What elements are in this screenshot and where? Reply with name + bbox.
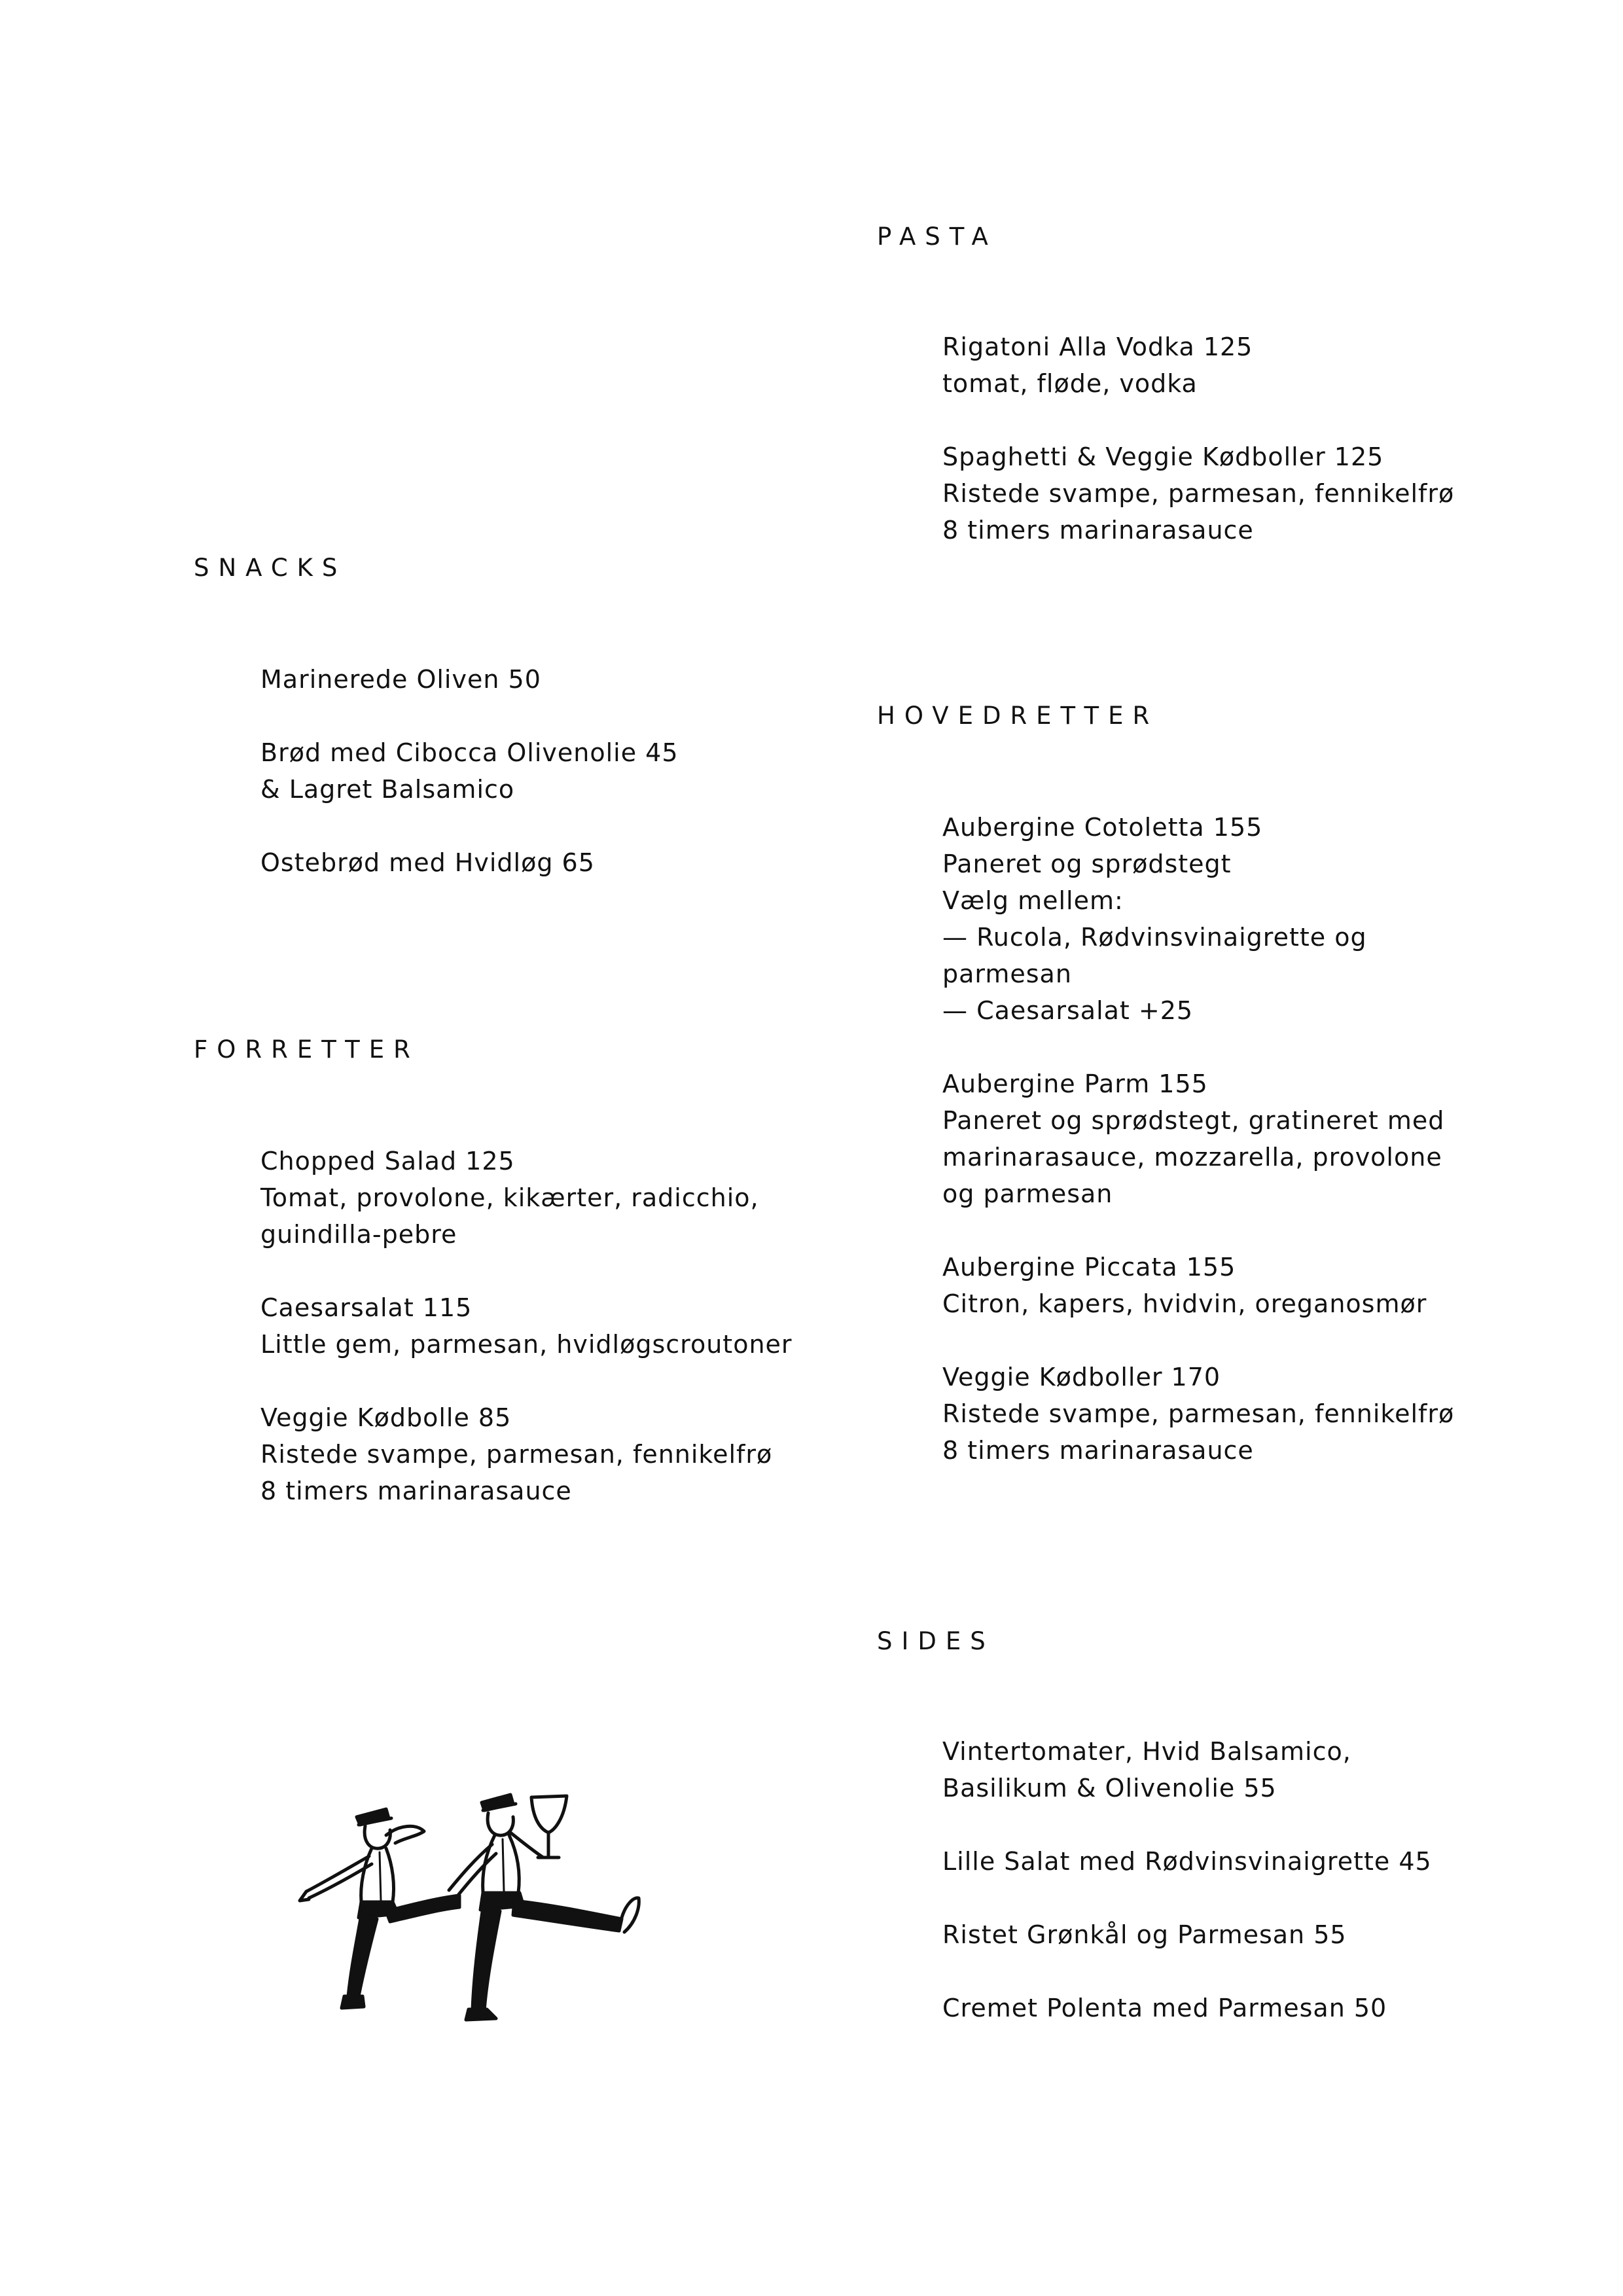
menu-item-description: og parmesan: [942, 1179, 1113, 1208]
menu-item-description: Tomat, provolone, kikærter, radicchio,: [260, 1183, 759, 1212]
menu-item-name: Veggie Kødboller 170: [942, 1363, 1221, 1391]
dancing-waiters-illustration: [288, 1780, 668, 2068]
menu-item-description: Paneret og sprødstegt: [942, 850, 1232, 878]
menu-item-name: Ristet Grønkål og Parmesan 55: [942, 1920, 1347, 1949]
menu-item-description: Citron, kapers, hvidvin, oreganosmør: [942, 1289, 1427, 1318]
menu-item: [260, 1289, 793, 1363]
menu-item-description: Ristede svampe, parmesan, fennikelfrø: [942, 1399, 1455, 1428]
menu-item: [260, 844, 679, 881]
menu-item-description: Little gem, parmesan, hvidløgscroutoner: [260, 1330, 793, 1359]
menu-item-name: Veggie Kødbolle 85: [260, 1403, 512, 1432]
menu-item: [942, 1066, 1454, 1212]
menu-item-name: Marinerede Oliven 50: [260, 665, 541, 694]
menu-item-description: — Rucola, Rødvinsvinaigrette og: [942, 923, 1367, 952]
menu-item-description: Ristede svampe, parmesan, fennikelfrø: [942, 479, 1455, 508]
menu-item: [942, 1990, 1432, 2026]
menu-item-description: 8 timers marinarasauce: [942, 516, 1254, 545]
menu-item-description: & Lagret Balsamico: [260, 775, 515, 804]
menu-list-sides: [942, 1733, 1432, 2026]
menu-item: [942, 1359, 1454, 1469]
menu-item-description: Ristede svampe, parmesan, fennikelfrø: [260, 1440, 773, 1469]
section-title-hovedretter: HOVEDRETTER: [877, 702, 1159, 730]
menu-item-description: Paneret og sprødstegt, gratineret med: [942, 1106, 1445, 1135]
menu-item-description: tomat, fløde, vodka: [942, 369, 1198, 398]
menu-list-pasta: [942, 329, 1454, 548]
menu-item-description: 8 timers marinarasauce: [942, 1436, 1254, 1465]
menu-item-description: guindilla-pebre: [260, 1220, 457, 1249]
menu-item: [942, 329, 1454, 402]
menu-item: [942, 439, 1454, 548]
menu-item-name: Vintertomater, Hvid Balsamico,: [942, 1737, 1351, 1766]
menu-item-description: parmesan: [942, 960, 1072, 988]
menu-item: [942, 1843, 1432, 1880]
menu-item: [942, 1916, 1432, 1953]
menu-item-name: Caesarsalat 115: [260, 1293, 473, 1322]
section-title-forretter: FORRETTER: [194, 1035, 419, 1064]
menu-item-name: Aubergine Piccata 155: [942, 1253, 1236, 1282]
menu-item-name: Cremet Polenta med Parmesan 50: [942, 1994, 1387, 2022]
menu-item-name: Aubergine Cotoletta 155: [942, 813, 1263, 842]
menu-item-description: 8 timers marinarasauce: [260, 1477, 572, 1505]
menu-item-description: marinarasauce, mozzarella, provolone: [942, 1143, 1442, 1172]
menu-item-description: Vælg mellem:: [942, 886, 1124, 915]
menu-item-name: Aubergine Parm 155: [942, 1069, 1208, 1098]
menu-item-name: Chopped Salad 125: [260, 1147, 515, 1175]
menu-item: [942, 1249, 1454, 1322]
menu-item-description: Basilikum & Olivenolie 55: [942, 1774, 1277, 1803]
menu-item-name: Brød med Cibocca Olivenolie 45: [260, 738, 679, 767]
menu-item-name: Spaghetti & Veggie Kødboller 125: [942, 442, 1384, 471]
section-title-sides: SIDES: [877, 1627, 995, 1655]
menu-item: [942, 809, 1454, 1029]
menu-item: [260, 1399, 793, 1509]
section-title-snacks: SNACKS: [194, 554, 347, 582]
menu-item-description: — Caesarsalat +25: [942, 996, 1194, 1025]
menu-list-hovedretter: [942, 809, 1454, 1469]
menu-item-name: Rigatoni Alla Vodka 125: [942, 332, 1253, 361]
menu-list-snacks: [260, 661, 679, 881]
section-title-pasta: PASTA: [877, 223, 997, 251]
menu-item-name: Ostebrød med Hvidløg 65: [260, 848, 595, 877]
menu-item: [260, 734, 679, 808]
menu-item: [942, 1733, 1432, 1806]
menu-list-forretter: [260, 1143, 793, 1509]
menu-item-name: Lille Salat med Rødvinsvinaigrette 45: [942, 1847, 1432, 1876]
menu-item: [260, 661, 679, 698]
menu-item: [260, 1143, 793, 1253]
